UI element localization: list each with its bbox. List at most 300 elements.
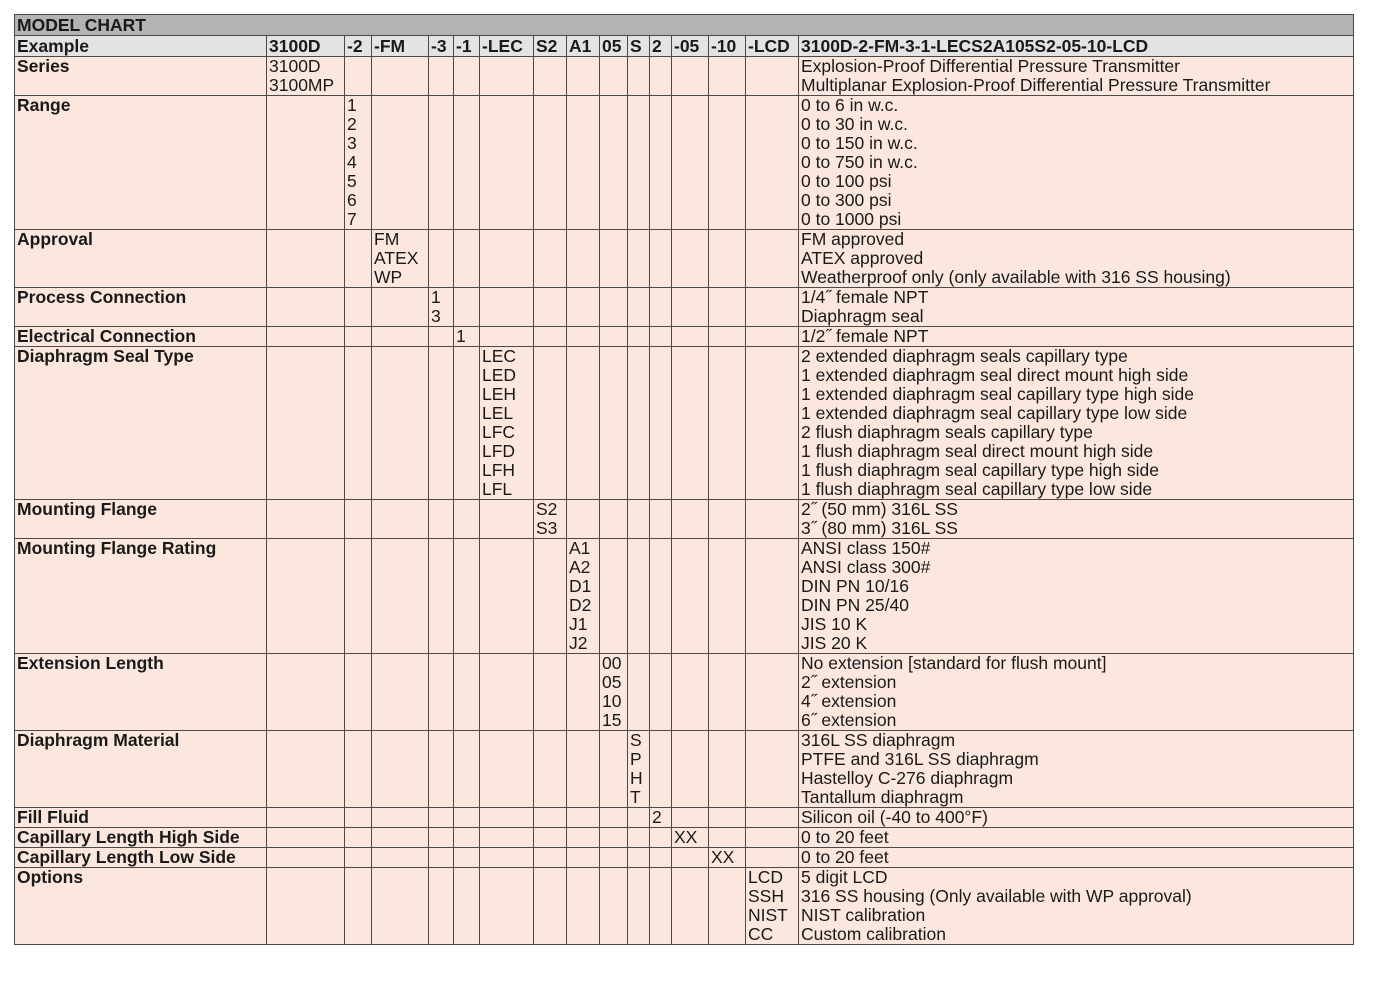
description-cell bbox=[799, 288, 1354, 327]
option-code: LFL bbox=[482, 479, 513, 499]
empty-cell bbox=[267, 868, 345, 945]
option-code: XX bbox=[674, 827, 698, 847]
option-description: 2 extended diaphragm seals capillary type bbox=[801, 346, 1128, 366]
empty-cell bbox=[534, 868, 567, 945]
empty-cell bbox=[709, 96, 746, 230]
option-description: ANSI class 150# bbox=[801, 538, 931, 558]
empty-cell bbox=[480, 539, 534, 654]
option-description: Tantallum diaphragm bbox=[801, 787, 964, 807]
empty-cell bbox=[372, 96, 429, 230]
empty-cell bbox=[600, 96, 628, 230]
code-cell bbox=[600, 654, 628, 731]
empty-cell bbox=[429, 868, 454, 945]
empty-cell bbox=[429, 848, 454, 868]
empty-cell bbox=[267, 288, 345, 327]
empty-cell bbox=[454, 828, 480, 848]
description-cell bbox=[799, 808, 1354, 828]
description-cell bbox=[799, 230, 1354, 288]
empty-cell bbox=[628, 808, 650, 828]
option-description: ATEX approved bbox=[801, 248, 924, 268]
option-description: 1 extended diaphragm seal capillary type low side bbox=[801, 403, 1188, 423]
description-cell bbox=[799, 57, 1354, 96]
empty-cell bbox=[429, 96, 454, 230]
empty-cell bbox=[345, 828, 372, 848]
example-code-capillary-low: -10 bbox=[709, 36, 746, 57]
empty-cell bbox=[746, 57, 799, 96]
empty-cell bbox=[534, 57, 567, 96]
empty-cell bbox=[709, 654, 746, 731]
empty-cell bbox=[650, 828, 672, 848]
empty-cell bbox=[480, 868, 534, 945]
option-description: 4˝ extension bbox=[801, 691, 897, 711]
option-code: LED bbox=[482, 365, 517, 385]
empty-cell bbox=[429, 57, 454, 96]
empty-cell bbox=[567, 230, 600, 288]
code-cell bbox=[429, 288, 454, 327]
empty-cell bbox=[746, 347, 799, 500]
option-code: 00 bbox=[602, 653, 622, 673]
option-description: 0 to 1000 psi bbox=[801, 209, 902, 229]
option-description: No extension [standard for flush mount] bbox=[801, 653, 1107, 673]
chart-title: MODEL CHART bbox=[15, 15, 1354, 36]
option-code: D2 bbox=[569, 595, 592, 615]
empty-cell bbox=[650, 731, 672, 808]
empty-cell bbox=[480, 288, 534, 327]
empty-cell bbox=[454, 868, 480, 945]
code-cell bbox=[372, 230, 429, 288]
empty-cell bbox=[672, 327, 709, 347]
option-description: 1/2˝ female NPT bbox=[801, 326, 929, 346]
empty-cell bbox=[372, 500, 429, 539]
example-code-series: 3100D bbox=[267, 36, 345, 57]
empty-cell bbox=[650, 96, 672, 230]
empty-cell bbox=[372, 539, 429, 654]
row-label: Approval bbox=[15, 230, 267, 288]
empty-cell bbox=[709, 808, 746, 828]
empty-cell bbox=[454, 808, 480, 828]
option-code: P bbox=[630, 749, 642, 769]
option-code: ATEX bbox=[374, 248, 419, 268]
row-label: Capillary Length High Side bbox=[15, 828, 267, 848]
empty-cell bbox=[600, 848, 628, 868]
empty-cell bbox=[345, 230, 372, 288]
option-description: 0 to 20 feet bbox=[801, 827, 889, 847]
empty-cell bbox=[567, 327, 600, 347]
empty-cell bbox=[267, 96, 345, 230]
empty-cell bbox=[454, 347, 480, 500]
option-code: 3100MP bbox=[269, 75, 335, 95]
empty-cell bbox=[746, 848, 799, 868]
empty-cell bbox=[567, 828, 600, 848]
empty-cell bbox=[429, 327, 454, 347]
empty-cell bbox=[429, 539, 454, 654]
option-code: 5 bbox=[347, 171, 357, 191]
option-description: 2˝ (50 mm) 316L SS bbox=[801, 499, 958, 519]
empty-cell bbox=[534, 327, 567, 347]
empty-cell bbox=[600, 57, 628, 96]
option-description: 316 SS housing (Only available with WP approval) bbox=[801, 886, 1192, 906]
option-code: WP bbox=[374, 267, 403, 287]
empty-cell bbox=[454, 731, 480, 808]
empty-cell bbox=[267, 848, 345, 868]
option-code: 1 bbox=[431, 287, 441, 307]
empty-cell bbox=[345, 848, 372, 868]
example-model-number: 3100D-2-FM-3-1-LECS2A105S2-05-10-LCD bbox=[799, 36, 1354, 57]
option-description: 5 digit LCD bbox=[801, 867, 888, 887]
empty-cell bbox=[372, 828, 429, 848]
option-description: FM approved bbox=[801, 229, 905, 249]
empty-cell bbox=[746, 654, 799, 731]
empty-cell bbox=[628, 288, 650, 327]
option-description: 1 flush diaphragm seal direct mount high side bbox=[801, 441, 1154, 461]
option-description: 2˝ extension bbox=[801, 672, 897, 692]
empty-cell bbox=[454, 539, 480, 654]
empty-cell bbox=[345, 654, 372, 731]
example-code-diaphragm-seal-type: -LEC bbox=[480, 36, 534, 57]
option-code: T bbox=[630, 787, 641, 807]
option-code: A1 bbox=[569, 538, 591, 558]
row-diaphragm-seal-type bbox=[15, 347, 1354, 500]
description-cell bbox=[799, 539, 1354, 654]
empty-cell bbox=[372, 808, 429, 828]
empty-cell bbox=[372, 347, 429, 500]
empty-cell bbox=[746, 731, 799, 808]
option-description: 6˝ extension bbox=[801, 710, 897, 730]
row-label: Options bbox=[15, 868, 267, 945]
row-process-connection bbox=[15, 288, 1354, 327]
empty-cell bbox=[429, 347, 454, 500]
option-description: 0 to 750 in w.c. bbox=[801, 152, 918, 172]
option-code: S bbox=[630, 730, 642, 750]
empty-cell bbox=[628, 327, 650, 347]
option-description: 0 to 6 in w.c. bbox=[801, 95, 899, 115]
empty-cell bbox=[567, 347, 600, 500]
empty-cell bbox=[429, 654, 454, 731]
empty-cell bbox=[267, 654, 345, 731]
option-description: 2 flush diaphragm seals capillary type bbox=[801, 422, 1093, 442]
empty-cell bbox=[746, 539, 799, 654]
empty-cell bbox=[672, 347, 709, 500]
row-label: Series bbox=[15, 57, 267, 96]
empty-cell bbox=[372, 731, 429, 808]
option-code: 2 bbox=[347, 114, 357, 134]
code-cell bbox=[628, 731, 650, 808]
code-cell bbox=[709, 848, 746, 868]
option-code: S3 bbox=[536, 518, 558, 538]
option-code: LEH bbox=[482, 384, 517, 404]
option-code: NIST bbox=[748, 905, 788, 925]
empty-cell bbox=[709, 868, 746, 945]
empty-cell bbox=[534, 96, 567, 230]
description-cell bbox=[799, 868, 1354, 945]
description-cell bbox=[799, 347, 1354, 500]
empty-cell bbox=[672, 808, 709, 828]
option-code: CC bbox=[748, 924, 774, 944]
example-code-mounting-flange-rating: A1 bbox=[567, 36, 600, 57]
empty-cell bbox=[372, 654, 429, 731]
option-code: 3 bbox=[347, 133, 357, 153]
empty-cell bbox=[709, 539, 746, 654]
option-code: 05 bbox=[602, 672, 622, 692]
option-code: 6 bbox=[347, 190, 357, 210]
empty-cell bbox=[480, 57, 534, 96]
option-code: LFD bbox=[482, 441, 516, 461]
empty-cell bbox=[480, 654, 534, 731]
empty-cell bbox=[672, 288, 709, 327]
empty-cell bbox=[672, 731, 709, 808]
empty-cell bbox=[650, 288, 672, 327]
empty-cell bbox=[345, 57, 372, 96]
empty-cell bbox=[600, 731, 628, 808]
empty-cell bbox=[372, 868, 429, 945]
empty-cell bbox=[345, 808, 372, 828]
empty-cell bbox=[746, 96, 799, 230]
option-code: 4 bbox=[347, 152, 357, 172]
option-code: FM bbox=[374, 229, 400, 249]
empty-cell bbox=[600, 347, 628, 500]
option-description: PTFE and 316L SS diaphragm bbox=[801, 749, 1039, 769]
empty-cell bbox=[480, 500, 534, 539]
row-diaphragm-material bbox=[15, 731, 1354, 808]
empty-cell bbox=[709, 731, 746, 808]
empty-cell bbox=[672, 848, 709, 868]
row-capillary-length-low-side bbox=[15, 848, 1354, 868]
description-cell bbox=[799, 96, 1354, 230]
option-description: Diaphragm seal bbox=[801, 306, 924, 326]
option-code: 2 bbox=[652, 807, 662, 827]
row-label: Mounting Flange Rating bbox=[15, 539, 267, 654]
empty-cell bbox=[628, 539, 650, 654]
empty-cell bbox=[746, 808, 799, 828]
option-description: JIS 20 K bbox=[801, 633, 868, 653]
empty-cell bbox=[746, 500, 799, 539]
empty-cell bbox=[454, 848, 480, 868]
empty-cell bbox=[672, 230, 709, 288]
empty-cell bbox=[650, 848, 672, 868]
empty-cell bbox=[534, 230, 567, 288]
empty-cell bbox=[480, 808, 534, 828]
option-code: LFH bbox=[482, 460, 516, 480]
example-code-range: -2 bbox=[345, 36, 372, 57]
description-cell bbox=[799, 731, 1354, 808]
description-cell bbox=[799, 828, 1354, 848]
empty-cell bbox=[345, 731, 372, 808]
empty-cell bbox=[650, 654, 672, 731]
option-code: 3100D bbox=[269, 56, 321, 76]
empty-cell bbox=[534, 347, 567, 500]
empty-cell bbox=[480, 327, 534, 347]
option-description: DIN PN 25/40 bbox=[801, 595, 909, 615]
row-label: Fill Fluid bbox=[15, 808, 267, 828]
description-cell bbox=[799, 848, 1354, 868]
empty-cell bbox=[567, 848, 600, 868]
empty-cell bbox=[454, 230, 480, 288]
empty-cell bbox=[267, 500, 345, 539]
empty-cell bbox=[746, 230, 799, 288]
row-label: Process Connection bbox=[15, 288, 267, 327]
empty-cell bbox=[628, 828, 650, 848]
option-code: SSH bbox=[748, 886, 784, 906]
empty-cell bbox=[267, 230, 345, 288]
empty-cell bbox=[345, 868, 372, 945]
option-description: 0 to 20 feet bbox=[801, 847, 889, 867]
empty-cell bbox=[746, 288, 799, 327]
empty-cell bbox=[429, 808, 454, 828]
example-code-fill-fluid: 2 bbox=[650, 36, 672, 57]
empty-cell bbox=[709, 230, 746, 288]
option-code: 10 bbox=[602, 691, 622, 711]
description-cell bbox=[799, 500, 1354, 539]
option-code: 3 bbox=[431, 306, 441, 326]
row-label: Diaphragm Seal Type bbox=[15, 347, 267, 500]
row-label: Extension Length bbox=[15, 654, 267, 731]
option-code: A2 bbox=[569, 557, 591, 577]
option-code: XX bbox=[711, 847, 735, 867]
code-cell bbox=[672, 828, 709, 848]
empty-cell bbox=[650, 539, 672, 654]
option-code: 15 bbox=[602, 710, 622, 730]
code-cell bbox=[534, 500, 567, 539]
code-cell bbox=[567, 539, 600, 654]
empty-cell bbox=[480, 848, 534, 868]
empty-cell bbox=[628, 57, 650, 96]
empty-cell bbox=[480, 96, 534, 230]
example-code-approval: -FM bbox=[372, 36, 429, 57]
empty-cell bbox=[672, 868, 709, 945]
empty-cell bbox=[429, 828, 454, 848]
empty-cell bbox=[267, 731, 345, 808]
empty-cell bbox=[628, 230, 650, 288]
empty-cell bbox=[480, 731, 534, 808]
empty-cell bbox=[600, 288, 628, 327]
empty-cell bbox=[534, 848, 567, 868]
empty-cell bbox=[567, 96, 600, 230]
row-label: Diaphragm Material bbox=[15, 731, 267, 808]
empty-cell bbox=[534, 828, 567, 848]
empty-cell bbox=[567, 731, 600, 808]
example-code-mounting-flange: S2 bbox=[534, 36, 567, 57]
empty-cell bbox=[534, 654, 567, 731]
option-description: Silicon oil (-40 to 400°F) bbox=[801, 807, 988, 827]
row-electrical-connection bbox=[15, 327, 1354, 347]
option-description: 0 to 300 psi bbox=[801, 190, 892, 210]
option-code: J1 bbox=[569, 614, 588, 634]
title-row bbox=[15, 15, 1354, 36]
row-label: Range bbox=[15, 96, 267, 230]
option-description: Explosion-Proof Differential Pressure Transmitter bbox=[801, 56, 1180, 76]
option-description: Multiplanar Explosion-Proof Differential Pressure Transmitter bbox=[801, 75, 1271, 95]
empty-cell bbox=[267, 327, 345, 347]
empty-cell bbox=[345, 327, 372, 347]
code-cell bbox=[650, 808, 672, 828]
empty-cell bbox=[267, 828, 345, 848]
empty-cell bbox=[600, 828, 628, 848]
model-chart-table bbox=[14, 14, 1354, 945]
empty-cell bbox=[567, 808, 600, 828]
example-code-process-connection: -3 bbox=[429, 36, 454, 57]
empty-cell bbox=[345, 539, 372, 654]
row-fill-fluid bbox=[15, 808, 1354, 828]
empty-cell bbox=[454, 654, 480, 731]
example-code-diaphragm-material: S bbox=[628, 36, 650, 57]
empty-cell bbox=[672, 500, 709, 539]
empty-cell bbox=[650, 57, 672, 96]
code-cell bbox=[454, 327, 480, 347]
empty-cell bbox=[709, 288, 746, 327]
empty-cell bbox=[600, 230, 628, 288]
row-extension-length bbox=[15, 654, 1354, 731]
empty-cell bbox=[567, 500, 600, 539]
empty-cell bbox=[600, 808, 628, 828]
empty-cell bbox=[534, 808, 567, 828]
option-code: 1 bbox=[347, 95, 357, 115]
empty-cell bbox=[567, 57, 600, 96]
empty-cell bbox=[345, 500, 372, 539]
empty-cell bbox=[628, 500, 650, 539]
row-mounting-flange-rating bbox=[15, 539, 1354, 654]
empty-cell bbox=[709, 500, 746, 539]
empty-cell bbox=[454, 57, 480, 96]
empty-cell bbox=[672, 539, 709, 654]
empty-cell bbox=[709, 347, 746, 500]
empty-cell bbox=[672, 96, 709, 230]
code-cell bbox=[267, 57, 345, 96]
empty-cell bbox=[429, 731, 454, 808]
empty-cell bbox=[672, 57, 709, 96]
empty-cell bbox=[567, 654, 600, 731]
empty-cell bbox=[600, 539, 628, 654]
empty-cell bbox=[628, 347, 650, 500]
empty-cell bbox=[650, 500, 672, 539]
option-description: Hastelloy C-276 diaphragm bbox=[801, 768, 1014, 788]
code-cell bbox=[345, 96, 372, 230]
row-options bbox=[15, 868, 1354, 945]
empty-cell bbox=[709, 327, 746, 347]
option-code: 7 bbox=[347, 209, 357, 229]
empty-cell bbox=[454, 500, 480, 539]
code-cell bbox=[480, 347, 534, 500]
option-code: 1 bbox=[456, 326, 466, 346]
empty-cell bbox=[267, 347, 345, 500]
empty-cell bbox=[650, 230, 672, 288]
empty-cell bbox=[746, 327, 799, 347]
row-label: Mounting Flange bbox=[15, 500, 267, 539]
empty-cell bbox=[628, 848, 650, 868]
empty-cell bbox=[628, 654, 650, 731]
option-code: LFC bbox=[482, 422, 516, 442]
empty-cell bbox=[600, 327, 628, 347]
option-description: 316L SS diaphragm bbox=[801, 730, 956, 750]
empty-cell bbox=[567, 868, 600, 945]
empty-cell bbox=[567, 288, 600, 327]
option-description: 1 extended diaphragm seal direct mount high side bbox=[801, 365, 1189, 385]
row-capillary-length-high-side bbox=[15, 828, 1354, 848]
empty-cell bbox=[709, 57, 746, 96]
row-series bbox=[15, 57, 1354, 96]
empty-cell bbox=[372, 288, 429, 327]
empty-cell bbox=[746, 828, 799, 848]
option-description: 1 flush diaphragm seal capillary type high side bbox=[801, 460, 1159, 480]
option-description: 1 flush diaphragm seal capillary type low side bbox=[801, 479, 1153, 499]
example-code-capillary-high: -05 bbox=[672, 36, 709, 57]
description-cell bbox=[799, 654, 1354, 731]
empty-cell bbox=[345, 288, 372, 327]
empty-cell bbox=[454, 288, 480, 327]
example-code-electrical-connection: -1 bbox=[454, 36, 480, 57]
row-label: Capillary Length Low Side bbox=[15, 848, 267, 868]
option-code: LCD bbox=[748, 867, 784, 887]
empty-cell bbox=[534, 731, 567, 808]
